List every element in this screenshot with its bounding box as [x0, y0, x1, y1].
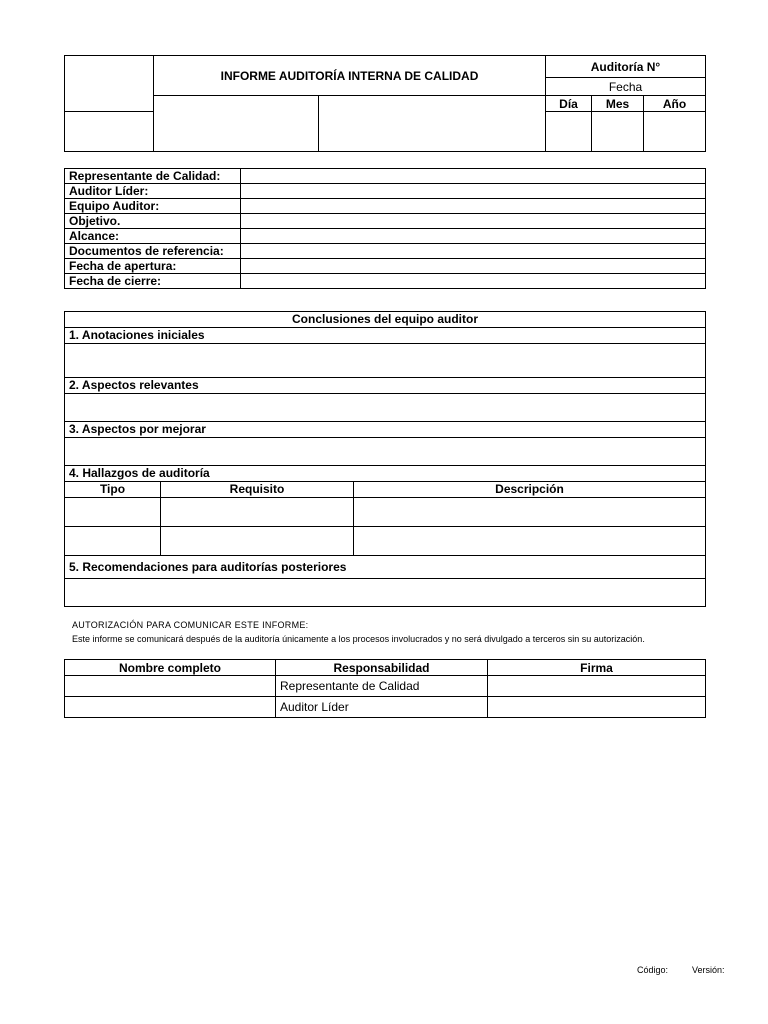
col-requisito: Requisito	[161, 482, 354, 498]
year-label: Año	[644, 96, 706, 112]
col-signature: Firma	[488, 660, 706, 676]
day-field[interactable]	[546, 112, 592, 152]
finding-tipo-field[interactable]	[65, 498, 161, 527]
report-title: INFORME AUDITORÍA INTERNA DE CALIDAD	[154, 56, 546, 96]
audit-number-label: Auditoría N°	[546, 56, 706, 78]
info-field[interactable]	[241, 214, 706, 229]
relevant-aspects-field[interactable]	[65, 394, 706, 422]
logo-cell-lower	[65, 112, 154, 152]
section-improvements: 3. Aspectos por mejorar	[65, 422, 706, 438]
info-field[interactable]	[241, 184, 706, 199]
col-descripcion: Descripción	[354, 482, 706, 498]
year-field[interactable]	[644, 112, 706, 152]
info-label: Auditor Líder:	[65, 184, 241, 199]
info-field[interactable]	[241, 229, 706, 244]
info-field[interactable]	[241, 169, 706, 184]
responsibility-quality-rep: Representante de Calidad	[276, 676, 488, 697]
finding-tipo-field[interactable]	[65, 527, 161, 556]
info-label: Fecha de cierre:	[65, 274, 241, 289]
section-initial-notes: 1. Anotaciones iniciales	[65, 328, 706, 344]
finding-requisito-field[interactable]	[161, 527, 354, 556]
name-field[interactable]	[65, 697, 276, 718]
info-label: Documentos de referencia:	[65, 244, 241, 259]
header-field-1[interactable]	[154, 96, 319, 152]
info-label: Representante de Calidad:	[65, 169, 241, 184]
header-field-2[interactable]	[319, 96, 546, 152]
day-label: Día	[546, 96, 592, 112]
info-field[interactable]	[241, 244, 706, 259]
conclusions-table	[64, 311, 706, 607]
date-label: Fecha	[546, 78, 706, 96]
name-field[interactable]	[65, 676, 276, 697]
info-table	[64, 168, 706, 289]
month-field[interactable]	[592, 112, 644, 152]
section-findings: 4. Hallazgos de auditoría	[65, 466, 706, 482]
finding-descripcion-field[interactable]	[354, 498, 706, 527]
finding-descripcion-field[interactable]	[354, 527, 706, 556]
improvements-field[interactable]	[65, 438, 706, 466]
recommendations-field[interactable]	[65, 579, 706, 607]
finding-requisito-field[interactable]	[161, 498, 354, 527]
conclusions-title: Conclusiones del equipo auditor	[65, 312, 706, 328]
version-label: Versión:	[692, 965, 725, 975]
info-label: Equipo Auditor:	[65, 199, 241, 214]
header-table	[64, 55, 706, 152]
month-label: Mes	[592, 96, 644, 112]
col-full-name: Nombre completo	[65, 660, 276, 676]
col-tipo: Tipo	[65, 482, 161, 498]
info-label: Alcance:	[65, 229, 241, 244]
responsibility-lead-auditor: Auditor Líder	[276, 697, 488, 718]
authorization-text: Este informe se comunicará después de la auditoría únicamente a los procesos involucrados y no será divulgado a terceros sin su autorización.	[72, 634, 645, 644]
info-label: Fecha de apertura:	[65, 259, 241, 274]
signature-field[interactable]	[488, 697, 706, 718]
logo-cell	[65, 56, 154, 112]
code-label: Código:	[637, 965, 669, 975]
col-responsibility: Responsabilidad	[276, 660, 488, 676]
signature-field[interactable]	[488, 676, 706, 697]
signatures-table	[64, 659, 706, 718]
info-field[interactable]	[241, 199, 706, 214]
initial-notes-field[interactable]	[65, 344, 706, 378]
info-field[interactable]	[241, 259, 706, 274]
info-field[interactable]	[241, 274, 706, 289]
section-relevant-aspects: 2. Aspectos relevantes	[65, 378, 706, 394]
authorization-title: AUTORIZACIÓN PARA COMUNICAR ESTE INFORME:	[72, 620, 309, 630]
section-recommendations: 5. Recomendaciones para auditorías posteriores	[65, 556, 706, 579]
info-label: Objetivo.	[65, 214, 241, 229]
